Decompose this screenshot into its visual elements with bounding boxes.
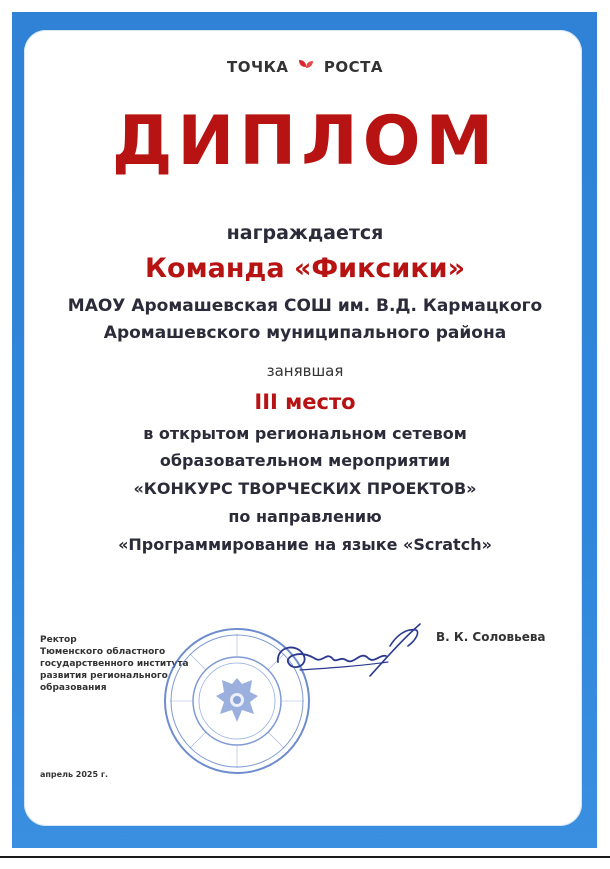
place-text: III место [254,390,356,414]
tochka-rosta-logo [0,58,610,76]
event-line-1: в открытом региональном сетевом [143,424,467,443]
event-line-3: «КОНКУРС ТВОРЧЕСКИХ ПРОЕКТОВ» [133,479,477,498]
school-line-1: МАОУ Аромашевская СОШ им. В.Д. Кармацкого [67,296,543,316]
took-label: занявшая [266,362,344,380]
logo-right-word: РОСТА [323,58,384,76]
signatory-title-line: Тюменского областного [40,647,166,657]
issue-date: апрель 2025 г. [40,770,109,779]
signatory-title-line: образования [40,683,107,693]
page-divider [0,856,610,858]
signatory-title-line: развития регионального [40,671,168,681]
signatory-title-line: государственного института [40,659,189,669]
logo-left-word: ТОЧКА [226,58,289,76]
school-line-2: Аромашевского муниципального района [103,323,507,343]
sprout-icon [297,59,315,75]
signatory-title-line: Ректор [40,635,77,645]
diploma-title: ДИПЛОМ [111,102,499,181]
recipient-name: Команда «Фиксики» [144,253,466,284]
event-line-5: «Программирование на языке «Scratch» [118,535,492,554]
awarded-label: награждается [226,222,384,244]
handwritten-signature [270,606,440,696]
event-line-2: образовательном мероприятии [159,451,451,470]
signatory-name: В. К. Соловьева [436,630,546,644]
event-line-4: по направлению [228,507,382,526]
